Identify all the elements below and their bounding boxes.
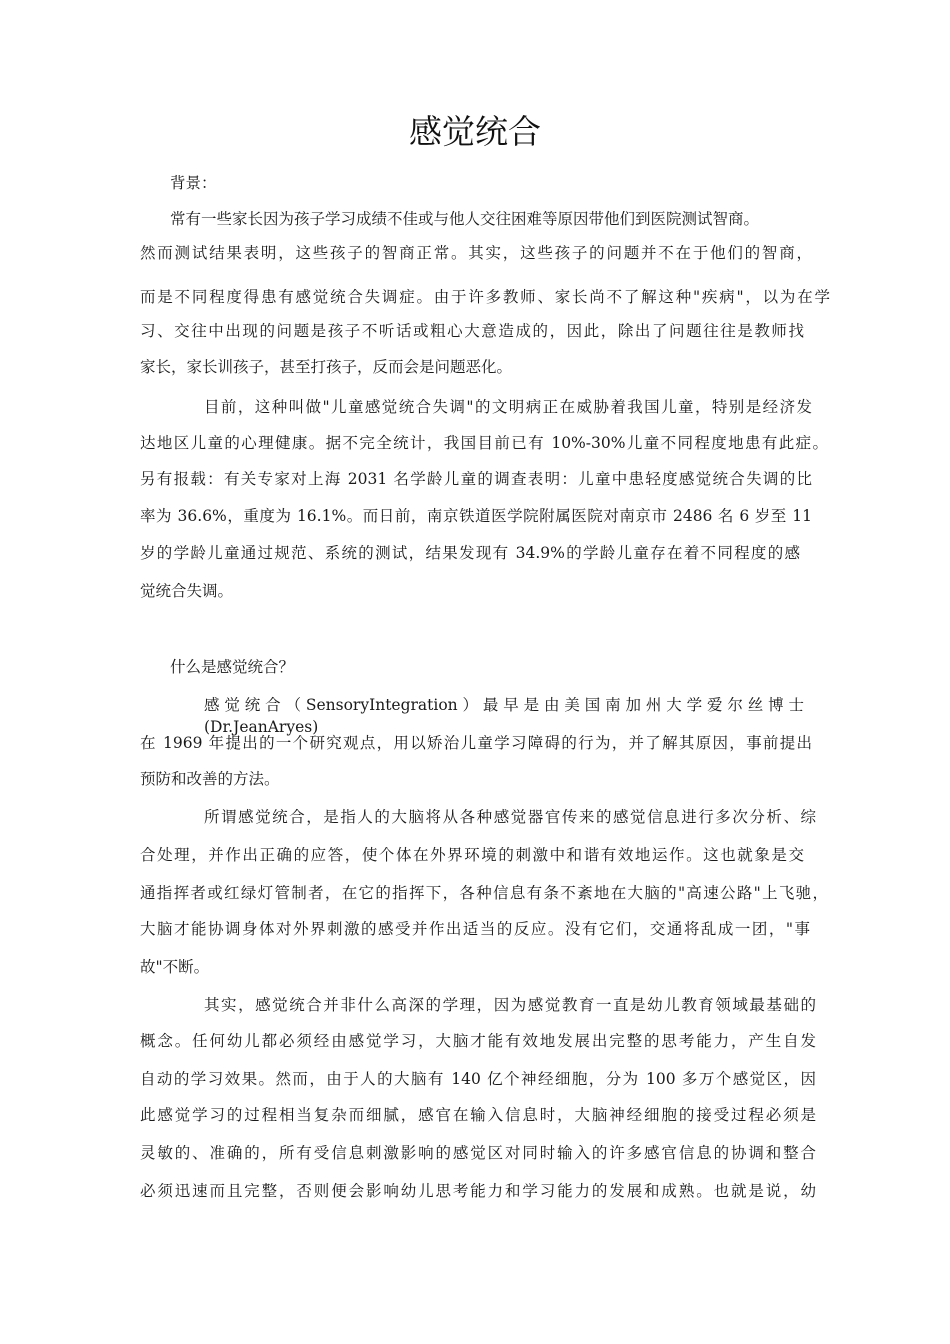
paragraph-line: 此感觉学习的过程相当复杂而细腻，感官在输入信息时，大脑神经细胞的接受过程必须是 [140, 1106, 816, 1124]
paragraph-line: 故"不断。 [140, 958, 210, 976]
document-title: 感觉统合 [409, 112, 541, 151]
paragraph-line: 率为 36.6%，重度为 16.1%。而日前，南京铁道医学院附属医院对南京市 2486 名 6 岁至 11 [140, 507, 812, 525]
paragraph-line: 岁的学龄儿童通过规范、系统的测试，结果发现有 34.9%的学龄儿童存在着不同程度的感 [140, 544, 800, 562]
paragraph-line: 家长，家长训孩子，甚至打孩子，反而会是问题恶化。 [140, 358, 513, 376]
section-heading-what-is: 什么是感觉统合？ [170, 658, 295, 676]
paragraph-line: 概念。任何幼儿都必须经由感觉学习，大脑才能有效地发展出完整的思考能力，产生自发 [140, 1032, 816, 1050]
paragraph-line: 合处理，并作出正确的应答，使个体在外界环境的刺激中和谐有效地运作。这也就象是交 [140, 846, 804, 864]
paragraph-line: 习、交往中出现的问题是孩子不听话或粗心大意造成的，因此，除出了问题往往是教师找 [140, 322, 804, 340]
paragraph-line: 大脑才能协调身体对外界刺激的感受并作出适当的反应。没有它们，交通将乱成一团，"事 [140, 920, 810, 938]
paragraph-line: 常有一些家长因为孩子学习成绩不佳或与他人交往困难等原因带他们到医院测试智商。 [170, 210, 760, 228]
paragraph-line: 自动的学习效果。然而，由于人的大脑有 140 亿个神经细胞，分为 100 多万个感觉区，因 [140, 1070, 816, 1088]
paragraph-line: 觉统合失调。 [140, 582, 234, 600]
paragraph-line: 目前，这种叫做"儿童感觉统合失调"的文明病正在威胁着我国儿童，特别是经济发 [204, 398, 812, 416]
paragraph-line: 灵敏的、准确的，所有受信息刺激影响的感觉区对同时输入的许多感官信息的协调和整合 [140, 1144, 816, 1162]
paragraph-line: 在 1969 年提出的一个研究观点，用以矫治儿童学习障碍的行为，并了解其原因，事前提出 [140, 734, 812, 752]
paragraph-line: 必须迅速而且完整，否则便会影响幼儿思考能力和学习能力的发展和成熟。也就是说，幼 [140, 1182, 816, 1200]
paragraph-line: 然而测试结果表明，这些孩子的智商正常。其实，这些孩子的问题并不在于他们的智商， [140, 244, 812, 262]
paragraph-line: 其实，感觉统合并非什么高深的学理，因为感觉教育一直是幼儿教育领域最基础的 [204, 996, 816, 1014]
paragraph-line: 通指挥者或红绿灯管制者，在它的指挥下，各种信息有条不紊地在大脑的"高速公路"上飞驰， [140, 884, 828, 902]
paragraph-line: 感觉统合（SensoryIntegration）最早是由美国南加州大学爱尔丝博士(Dr.JeanAryes) [204, 696, 804, 736]
paragraph-line: 达地区儿童的心理健康。据不完全统计，我国目前已有 10%-30%儿童不同程度地患有此症。 [140, 434, 828, 452]
paragraph-line: 而是不同程度得患有感觉统合失调症。由于许多教师、家长尚不了解这种"疾病"，以为在学 [140, 288, 830, 306]
paragraph-line: 另有报载：有关专家对上海 2031 名学龄儿童的调查表明：儿童中患轻度感觉统合失调的比 [140, 470, 812, 488]
paragraph-line: 所谓感觉统合，是指人的大脑将从各种感觉器官传来的感觉信息进行多次分析、综 [204, 808, 816, 826]
paragraph-line: 预防和改善的方法。 [140, 770, 280, 788]
section-heading-background: 背景： [170, 174, 217, 192]
